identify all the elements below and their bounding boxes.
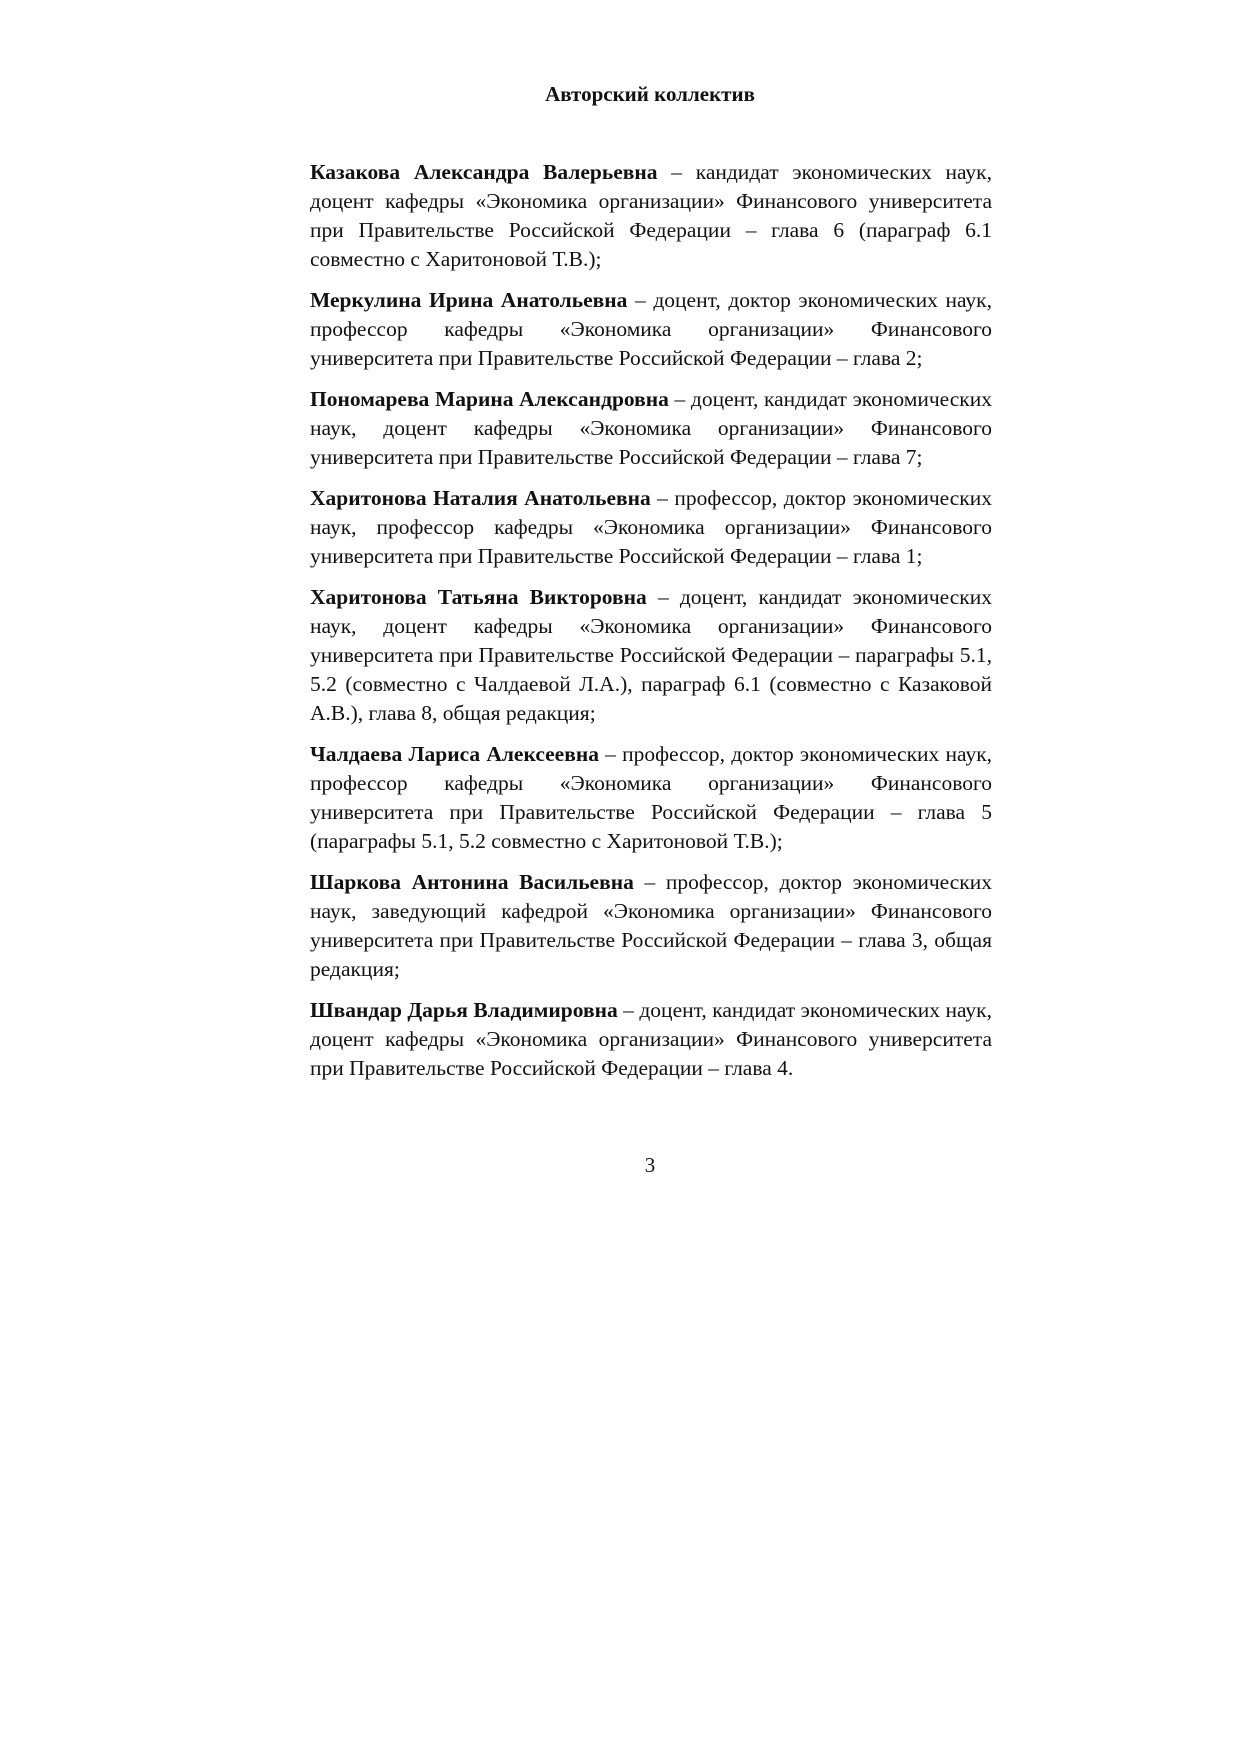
author-entry	[310, 484, 992, 571]
authors-list	[310, 158, 992, 1095]
page-number: 3	[644, 1153, 656, 1177]
author-description: – профессор, доктор экономических наук, заведующий кафедрой «Экономика организации» Финансового университета при Правительстве Российской Федерации – глава 3, общая редакция;	[310, 870, 992, 981]
author-entry	[310, 996, 992, 1083]
author-description: – доцент, кандидат экономических наук, доцент кафедры «Экономика организации» Финансового университета при Правительстве Российской Федерации – глава 4.	[310, 998, 993, 1080]
author-entry	[310, 740, 992, 856]
page-title: Авторский коллектив	[545, 82, 755, 106]
author-description: – доцент, кандидат экономических наук, доцент кафедры «Экономика организации» Финансового университета при Правительстве Российской Федерации – глава 7;	[310, 387, 992, 469]
author-entry	[310, 158, 992, 274]
author-entry	[310, 583, 992, 728]
author-name: Шаркова Антонина Васильевна	[310, 870, 634, 894]
author-description: – профессор, доктор экономических наук, профессор кафедры «Экономика организации» Финансового университета при Правительстве Российской Федерации – глава 5 (параграфы 5.1, 5.2 совместно с Харитоновой Т.В.);	[310, 742, 993, 853]
author-name: Чалдаева Лариса Алексеевна	[310, 742, 599, 766]
author-entry	[310, 385, 992, 472]
author-description: – доцент, кандидат экономических наук, доцент кафедры «Экономика организации» Финансового университета при Правительстве Российской Федерации – параграфы 5.1, 5.2 (совместно с Чалдаевой Л.А.), параграф 6.1 (совместно с Казаковой А.В.), глава 8, общая редакция;	[310, 585, 992, 725]
author-name: Пономарева Марина Александровна	[310, 387, 669, 411]
author-name: Меркулина Ирина Анатольевна	[310, 288, 628, 312]
author-name: Казакова Александра Валерьевна	[310, 160, 658, 184]
author-description: – кандидат экономических наук, доцент кафедры «Экономика организации» Финансового университета при Правительстве Российской Федерации – глава 6 (параграф 6.1 совместно с Харитоновой Т.В.);	[310, 160, 992, 271]
author-entry	[310, 868, 992, 984]
author-name: Харитонова Наталия Анатольевна	[310, 486, 651, 510]
author-entry	[310, 286, 992, 373]
author-name: Швандар Дарья Владимировна	[310, 998, 618, 1022]
author-description: – доцент, доктор экономических наук, профессор кафедры «Экономика организации» Финансового университета при Правительстве Российской Федерации – глава 2;	[310, 288, 992, 370]
author-description: – профессор, доктор экономических наук, профессор кафедры «Экономика организации» Финансового университета при Правительстве Российской Федерации – глава 1;	[310, 486, 992, 568]
author-name: Харитонова Татьяна Викторовна	[310, 585, 647, 609]
